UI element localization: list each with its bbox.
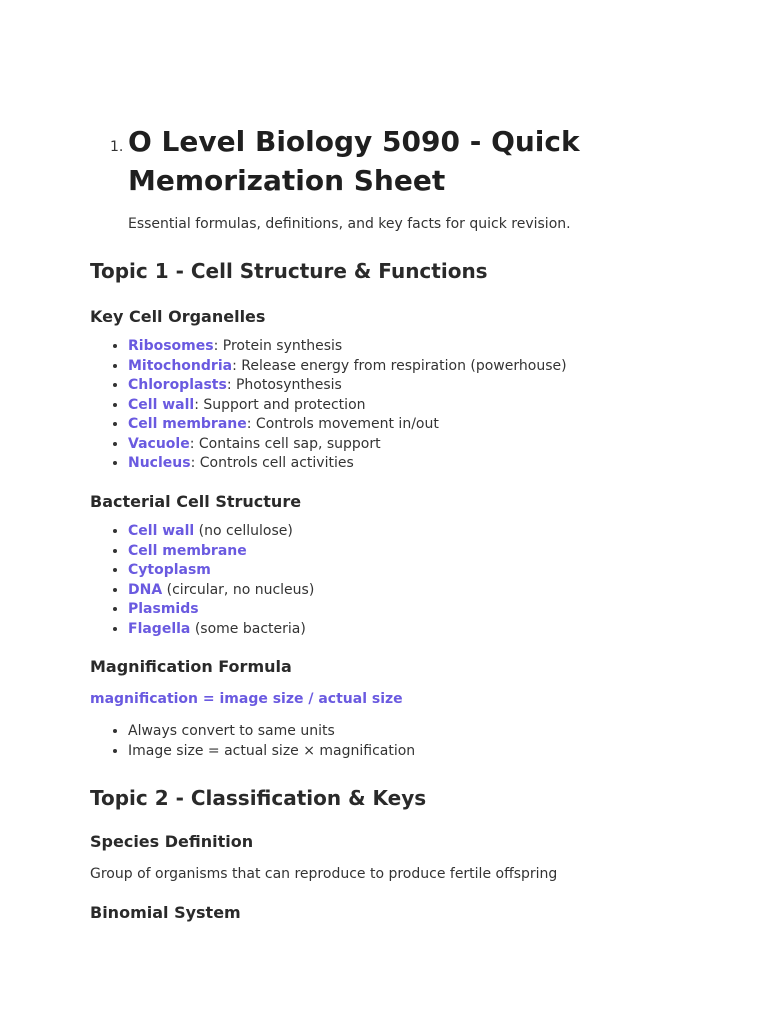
term: Cell membrane: [128, 416, 247, 432]
list-item: • Image size = actual size × magnification: [128, 742, 415, 762]
species-heading: Species Definition: [90, 832, 254, 851]
page-title: O Level Biology 5090 - Quick Memorization Sheet: [128, 125, 580, 197]
organelles-list: [110, 337, 567, 474]
bacterial-heading: Bacterial Cell Structure: [90, 492, 302, 511]
definition: : Controls movement in/out: [246, 416, 439, 432]
definition: : Controls cell activities: [190, 455, 354, 471]
definition: : Support and protection: [194, 396, 366, 413]
bacterial-list: [110, 522, 314, 639]
list-item: [128, 357, 567, 377]
definition: (no cellulose): [194, 523, 293, 539]
definition: : Photosynthesis: [226, 377, 342, 393]
term: Cell wall: [128, 523, 195, 539]
term: Flagella: [128, 620, 191, 637]
list-item: [128, 581, 314, 601]
topic-1-heading: Topic 1 - Cell Structure & Functions: [90, 259, 488, 283]
term: DNA: [128, 581, 163, 598]
term: Plasmids: [128, 601, 199, 617]
term: Nucleus: [128, 455, 191, 471]
magnification-heading: Magnification Formula: [90, 657, 292, 676]
organelles-heading: Key Cell Organelles: [90, 307, 266, 326]
list-item: [128, 522, 314, 542]
term: Mitochondria: [128, 357, 233, 374]
definition: (circular, no nucleus): [162, 581, 315, 598]
list-item: [128, 376, 567, 396]
term: Ribosomes: [128, 338, 214, 354]
definition: : Contains cell sap, support: [189, 435, 381, 452]
definition: : Protein synthesis: [213, 338, 343, 354]
list-item: • Always convert to same units: [128, 722, 415, 742]
list-item: [128, 561, 314, 581]
list-item: [128, 415, 567, 435]
term: Cell membrane: [128, 542, 247, 559]
term: Chloroplasts: [128, 377, 227, 393]
list-item: [128, 620, 314, 640]
definition: (some bacteria): [190, 620, 306, 637]
term: Vacuole: [128, 435, 190, 452]
definition: : Release energy from respiration (powerhouse): [232, 357, 567, 374]
binomial-heading: Binomial System: [90, 903, 241, 922]
topic-2-heading: Topic 2 - Classification & Keys: [90, 786, 427, 810]
list-item: [128, 454, 567, 474]
page-subtitle: Essential formulas, definitions, and key facts for quick revision.: [128, 216, 571, 232]
list-item: [128, 396, 567, 416]
magnification-formula: magnification = image size / actual size: [90, 691, 403, 707]
magnification-list: [110, 722, 415, 761]
list-item: [128, 600, 314, 620]
species-definition: Group of organisms that can reproduce to produce fertile offspring: [90, 866, 558, 882]
list-item: [128, 435, 567, 455]
title-list-number: 1.: [110, 139, 124, 155]
list-item: [128, 337, 567, 357]
term: Cytoplasm: [128, 562, 211, 578]
term: Cell wall: [128, 396, 195, 413]
list-item: [128, 542, 314, 562]
